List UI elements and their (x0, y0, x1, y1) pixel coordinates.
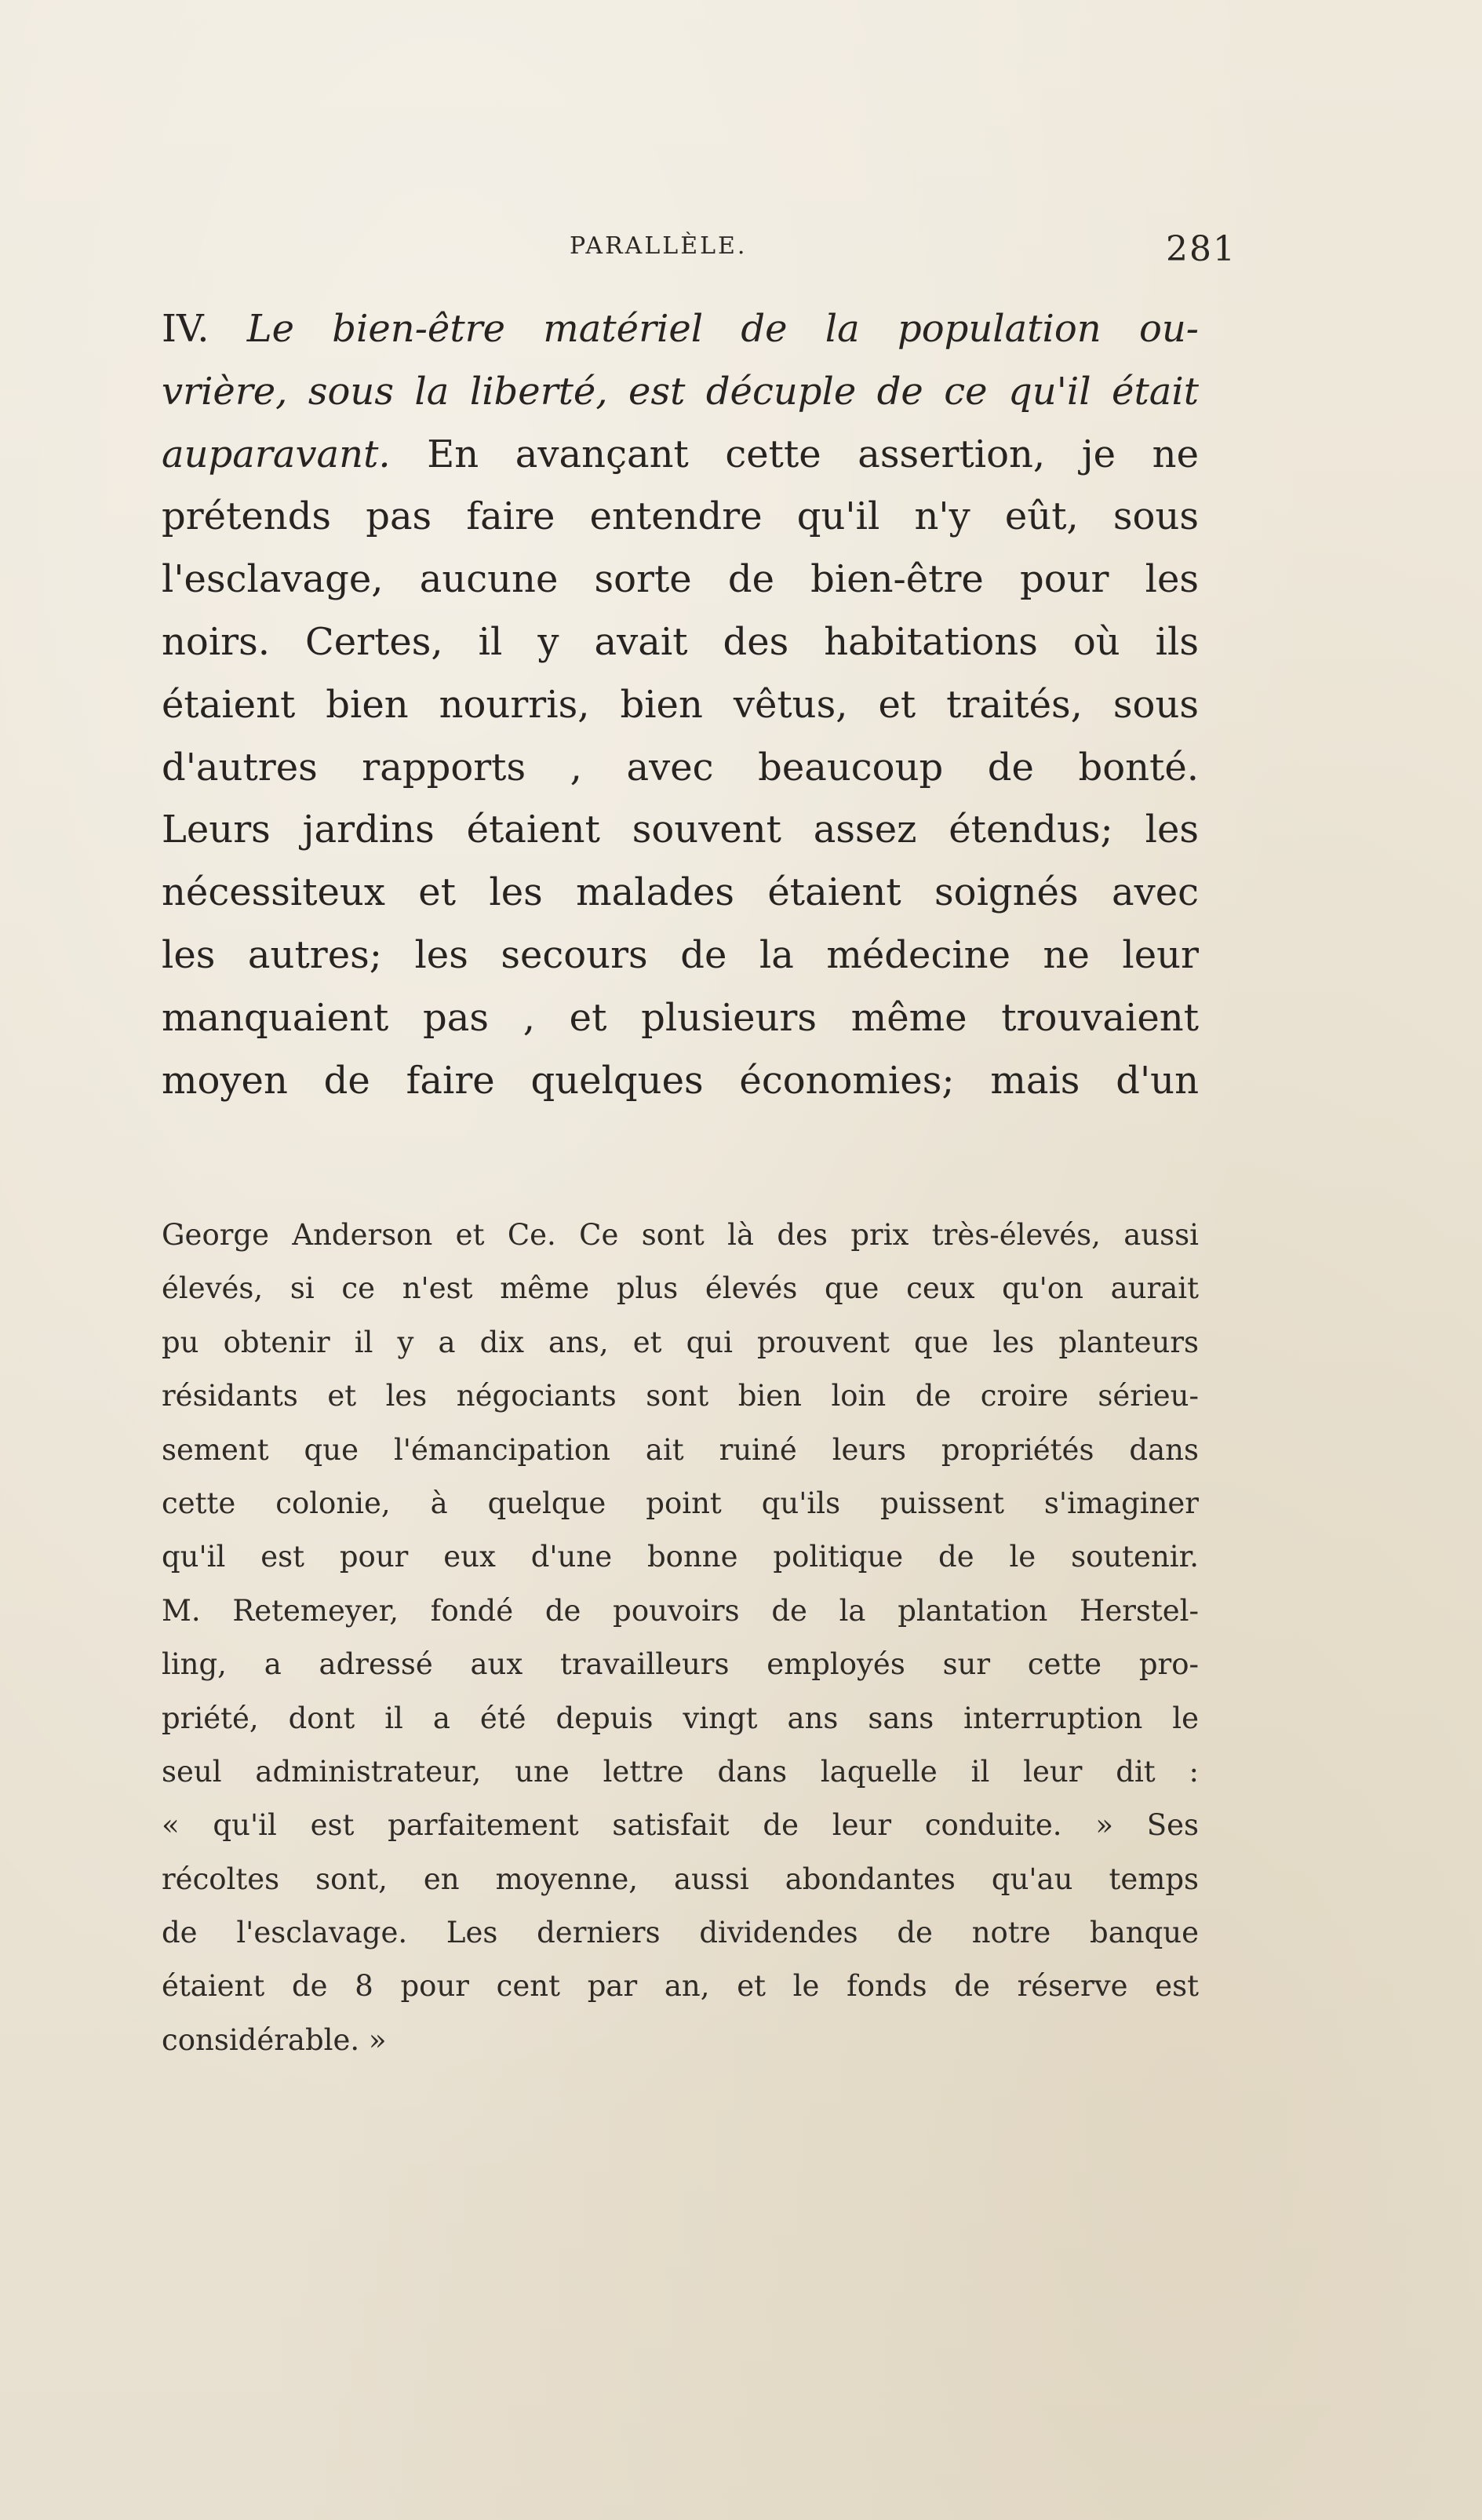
footnote-line: de l'esclavage. Les derniers dividendes de notre banque (162, 1916, 1199, 1950)
footnote-line: élevés, si ce n'est même plus élevés que ceux qu'on aurait (162, 1271, 1199, 1306)
text-line: prétends pas faire entendre qu'il n'y eût, sous (162, 494, 1199, 539)
footnote-line: George Anderson et Ce. Ce sont là des prix très-élevés, aussi (162, 1218, 1199, 1252)
text-line: vrière, sous la liberté, est décuple de ce qu'il était (162, 369, 1199, 414)
text-line: noirs. Certes, il y avait des habitations où ils (162, 619, 1199, 664)
text-line: auparavant. En avançant cette assertion, je ne (162, 432, 1199, 476)
footnote-line: priété, dont il a été depuis vingt ans sans interruption le (162, 1701, 1199, 1735)
text-line: IV. Le bien-être matériel de la population ou- (162, 307, 1199, 351)
page-header (162, 229, 1236, 276)
text-line: moyen de faire quelques économies; mais d'un (162, 1058, 1199, 1103)
text-line: manquaient pas , et plusieurs même trouvaient (162, 995, 1199, 1040)
footnote-line: cette colonie, à quelque point qu'ils puissent s'imaginer (162, 1486, 1199, 1520)
text-line: Leurs jardins étaient souvent assez étendus; les (162, 808, 1199, 852)
footnote-line: étaient de 8 pour cent par an, et le fonds de réserve est (162, 1969, 1199, 2004)
footnote-line: « qu'il est parfaitement satisfait de leur conduite. » Ses (162, 1808, 1199, 1843)
footnote (162, 1209, 1199, 2067)
text-line: étaient bien nourris, bien vêtus, et traités, sous (162, 682, 1199, 727)
main-text (162, 298, 1199, 1112)
text-line: les autres; les secours de la médecine ne leur (162, 932, 1199, 977)
footnote-line: qu'il est pour eux d'une bonne politique de le soutenir. (162, 1540, 1199, 1574)
text-line: d'autres rapports , avec beaucoup de bonté. (162, 745, 1199, 790)
footnote-line: M. Retemeyer, fondé de pouvoirs de la plantation Herstel- (162, 1593, 1199, 1628)
footnote-line: récoltes sont, en moyenne, aussi abondantes qu'au temps (162, 1862, 1199, 1896)
running-title: PARALLÈLE. (570, 232, 748, 260)
footnote-line: considérable. » (162, 2022, 387, 2057)
page-number: 281 (1166, 229, 1236, 269)
footnote-line: pu obtenir il y a dix ans, et qui prouvent que les planteurs (162, 1325, 1199, 1359)
text-line: l'esclavage, aucune sorte de bien-être pour les (162, 557, 1199, 602)
footnote-line: seul administrateur, une lettre dans laquelle il leur dit : (162, 1754, 1199, 1789)
footnote-line: résidants et les négociants sont bien loin de croire sérieu- (162, 1379, 1199, 1413)
footnote-line: sement que l'émancipation ait ruiné leurs propriétés dans (162, 1432, 1199, 1467)
text-line: nécessiteux et les malades étaient soignés avec (162, 870, 1199, 915)
footnote-line: ling, a adressé aux travailleurs employés sur cette pro- (162, 1647, 1199, 1682)
